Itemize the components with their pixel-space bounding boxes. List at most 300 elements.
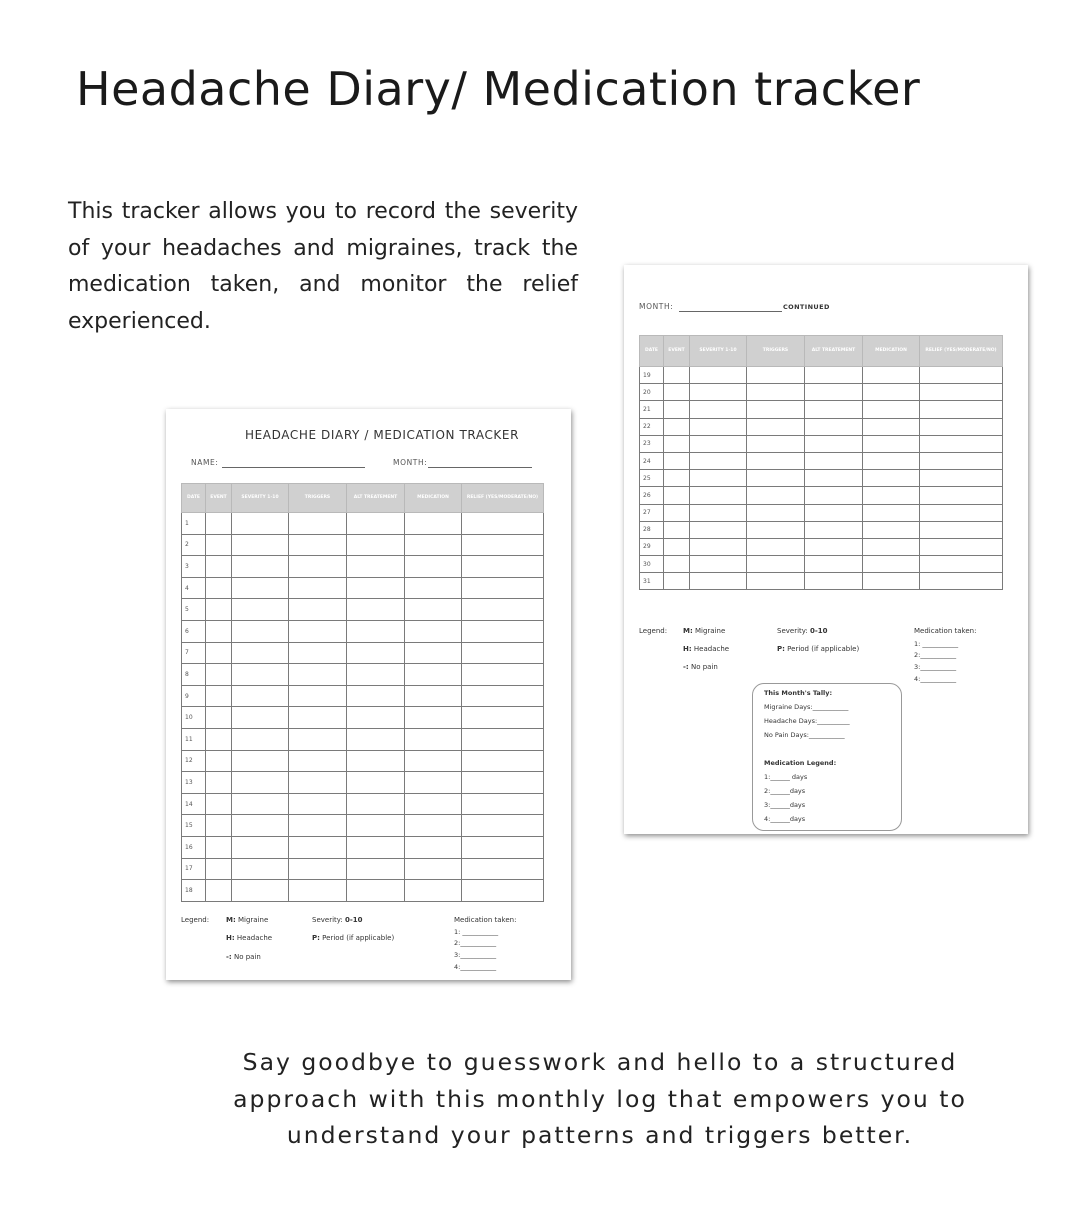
table-cell <box>690 384 747 401</box>
table-cell <box>206 599 232 621</box>
table-cell <box>405 836 462 858</box>
table-cell <box>405 620 462 642</box>
table-row <box>182 664 544 686</box>
monthly-tally-box <box>752 683 902 831</box>
column-header: SEVERITY 1-10 <box>232 484 289 513</box>
column-header: ALT TREATEMENT <box>347 484 405 513</box>
table-row <box>182 707 544 729</box>
table-cell <box>805 418 863 435</box>
table-row <box>182 599 544 621</box>
table-cell <box>805 470 863 487</box>
day-number: 14 <box>182 793 206 815</box>
medication-line-3: 3:___________ <box>454 951 497 959</box>
table-cell <box>405 707 462 729</box>
day-number: 12 <box>182 750 206 772</box>
column-header: MEDICATION <box>863 336 920 367</box>
table-cell <box>747 435 805 452</box>
table-cell <box>289 556 347 578</box>
table-cell <box>462 642 544 664</box>
table-cell <box>232 836 289 858</box>
table-cell <box>232 534 289 556</box>
table-cell <box>289 513 347 535</box>
legend-headache: H: Headache <box>226 934 273 942</box>
table-cell <box>805 452 863 469</box>
day-number: 3 <box>182 556 206 578</box>
column-header: MEDICATION <box>405 484 462 513</box>
table-cell <box>462 836 544 858</box>
table-cell <box>747 401 805 418</box>
table-cell <box>747 538 805 555</box>
table-cell <box>462 513 544 535</box>
table-row <box>640 452 1003 469</box>
table-cell <box>232 642 289 664</box>
table-row <box>182 577 544 599</box>
table-cell <box>690 556 747 573</box>
table-cell <box>863 521 920 538</box>
medication-taken-label: Medication taken: <box>454 916 517 924</box>
day-number: 24 <box>640 452 664 469</box>
table-cell <box>863 418 920 435</box>
table-cell <box>289 534 347 556</box>
table-row <box>182 880 544 902</box>
table-cell <box>462 599 544 621</box>
table-cell <box>462 534 544 556</box>
legend-severity: Severity: 0-10 <box>777 627 828 635</box>
legend-no-pain: -: No pain <box>683 663 718 671</box>
table-cell <box>462 815 544 837</box>
table-cell <box>920 401 1003 418</box>
table-cell <box>805 435 863 452</box>
sheet-heading: HEADACHE DIARY / MEDICATION TRACKER <box>245 428 520 442</box>
column-header: DATE <box>182 484 206 513</box>
table-cell <box>347 577 405 599</box>
day-number: 20 <box>640 384 664 401</box>
table-cell <box>206 858 232 880</box>
table-cell <box>747 521 805 538</box>
table-cell <box>920 384 1003 401</box>
day-number: 27 <box>640 504 664 521</box>
table-cell <box>690 418 747 435</box>
table-cell <box>206 534 232 556</box>
table-row <box>640 504 1003 521</box>
table-cell <box>232 880 289 902</box>
legend-migraine: M: Migraine <box>226 916 269 924</box>
day-number: 15 <box>182 815 206 837</box>
table-cell <box>347 793 405 815</box>
table-cell <box>863 487 920 504</box>
table-cell <box>232 793 289 815</box>
table-cell <box>206 772 232 794</box>
table-cell <box>863 470 920 487</box>
table-cell <box>805 401 863 418</box>
table-cell <box>920 504 1003 521</box>
table-cell <box>920 573 1003 590</box>
table-cell <box>347 620 405 642</box>
day-number: 9 <box>182 685 206 707</box>
table-row <box>640 556 1003 573</box>
table-cell <box>920 418 1003 435</box>
table-cell <box>805 521 863 538</box>
table-row <box>640 401 1003 418</box>
table-cell <box>462 772 544 794</box>
table-cell <box>289 642 347 664</box>
column-header: SEVERITY 1-10 <box>690 336 747 367</box>
table-cell <box>206 880 232 902</box>
legend-severity: Severity: 0-10 <box>312 916 363 924</box>
table-cell <box>206 577 232 599</box>
table-cell <box>920 538 1003 555</box>
legend-headache: H: Headache <box>683 645 730 653</box>
medication-line-4: 4:___________ <box>454 963 497 971</box>
table-row <box>182 620 544 642</box>
table-cell <box>462 728 544 750</box>
table-row <box>182 815 544 837</box>
table-cell <box>206 642 232 664</box>
table-cell <box>863 556 920 573</box>
table-cell <box>405 534 462 556</box>
table-row <box>640 470 1003 487</box>
table-cell <box>747 367 805 384</box>
table-cell <box>863 367 920 384</box>
table-cell <box>206 556 232 578</box>
table-cell <box>690 367 747 384</box>
table-cell <box>805 504 863 521</box>
medication-legend-title: Medication Legend: <box>764 759 837 767</box>
table-cell <box>664 487 690 504</box>
day-number: 21 <box>640 401 664 418</box>
table-cell <box>747 504 805 521</box>
table-cell <box>347 836 405 858</box>
table-cell <box>232 513 289 535</box>
table-cell <box>462 707 544 729</box>
table-cell <box>920 521 1003 538</box>
table-cell <box>462 750 544 772</box>
day-number: 10 <box>182 707 206 729</box>
table-cell <box>664 556 690 573</box>
table-cell <box>232 577 289 599</box>
continued-label: CONTINUED <box>783 303 830 311</box>
table-cell <box>920 452 1003 469</box>
table-cell <box>206 836 232 858</box>
table-cell <box>690 401 747 418</box>
day-number: 1 <box>182 513 206 535</box>
tally-no-pain-days: No Pain Days:___________ <box>764 731 845 739</box>
table-cell <box>462 556 544 578</box>
month-line <box>428 467 532 468</box>
table-cell <box>664 573 690 590</box>
day-number: 13 <box>182 772 206 794</box>
table-cell <box>289 750 347 772</box>
legend-period: P: Period (if applicable) <box>777 645 860 653</box>
legend-label: Legend: <box>181 916 210 924</box>
medication-line-2: 2:___________ <box>914 651 957 659</box>
medication-line-1: 1: ___________ <box>454 928 499 936</box>
table-cell <box>347 815 405 837</box>
table-cell <box>347 707 405 729</box>
table-cell <box>347 642 405 664</box>
table-row <box>182 685 544 707</box>
table-row <box>182 534 544 556</box>
day-number: 4 <box>182 577 206 599</box>
table-cell <box>690 452 747 469</box>
table-cell <box>289 772 347 794</box>
table-cell <box>805 573 863 590</box>
table-cell <box>232 707 289 729</box>
table-cell <box>232 664 289 686</box>
day-number: 29 <box>640 538 664 555</box>
medication-line-1: 1: ___________ <box>914 640 959 648</box>
table-cell <box>347 728 405 750</box>
day-number: 5 <box>182 599 206 621</box>
day-number: 30 <box>640 556 664 573</box>
table-cell <box>863 538 920 555</box>
table-cell <box>863 384 920 401</box>
column-header: ALT TREATEMENT <box>805 336 863 367</box>
table-cell <box>405 793 462 815</box>
day-number: 2 <box>182 534 206 556</box>
table-cell <box>690 521 747 538</box>
table-row <box>182 858 544 880</box>
table-cell <box>863 435 920 452</box>
table-cell <box>232 815 289 837</box>
table-cell <box>690 538 747 555</box>
day-number: 11 <box>182 728 206 750</box>
day-number: 17 <box>182 858 206 880</box>
table-cell <box>805 367 863 384</box>
table-cell <box>920 435 1003 452</box>
table-cell <box>664 367 690 384</box>
table-row <box>640 521 1003 538</box>
day-number: 7 <box>182 642 206 664</box>
table-cell <box>920 556 1003 573</box>
table-cell <box>206 728 232 750</box>
table-cell <box>206 793 232 815</box>
table-row <box>182 772 544 794</box>
table-cell <box>664 452 690 469</box>
table-cell <box>405 599 462 621</box>
table-cell <box>805 556 863 573</box>
table-cell <box>690 435 747 452</box>
medication-legend-line-3: 3:______days <box>764 801 806 809</box>
table-cell <box>289 620 347 642</box>
day-number: 16 <box>182 836 206 858</box>
table-cell <box>920 470 1003 487</box>
table-cell <box>405 577 462 599</box>
table-cell <box>405 858 462 880</box>
table-cell <box>289 858 347 880</box>
table-row <box>640 435 1003 452</box>
table-cell <box>462 620 544 642</box>
table-cell <box>664 504 690 521</box>
table-cell <box>664 435 690 452</box>
day-number: 31 <box>640 573 664 590</box>
table-cell <box>462 664 544 686</box>
table-cell <box>347 685 405 707</box>
table-cell <box>347 556 405 578</box>
table-cell <box>664 401 690 418</box>
medication-legend-line-2: 2:______days <box>764 787 806 795</box>
table-cell <box>206 513 232 535</box>
table-cell <box>805 384 863 401</box>
table-cell <box>206 620 232 642</box>
table-cell <box>232 556 289 578</box>
table-cell <box>289 815 347 837</box>
table-cell <box>747 573 805 590</box>
table-cell <box>747 470 805 487</box>
table-cell <box>289 707 347 729</box>
medication-legend-line-4: 4:______days <box>764 815 806 823</box>
column-header: EVENT <box>664 336 690 367</box>
table-cell <box>405 685 462 707</box>
table-row <box>640 367 1003 384</box>
table-cell <box>664 418 690 435</box>
table-cell <box>405 815 462 837</box>
table-cell <box>232 750 289 772</box>
month-line <box>679 311 782 312</box>
table-cell <box>690 470 747 487</box>
table-cell <box>206 750 232 772</box>
table-cell <box>747 452 805 469</box>
table-cell <box>232 772 289 794</box>
table-cell <box>347 880 405 902</box>
table-cell <box>405 664 462 686</box>
table-cell <box>347 599 405 621</box>
month-label: MONTH: <box>393 458 428 467</box>
table-cell <box>664 538 690 555</box>
sheet-preview-page-1 <box>166 409 571 980</box>
day-number: 25 <box>640 470 664 487</box>
table-cell <box>289 577 347 599</box>
table-cell <box>289 728 347 750</box>
table-cell <box>747 487 805 504</box>
table-row <box>640 418 1003 435</box>
table-cell <box>405 880 462 902</box>
diary-table <box>181 483 544 902</box>
tally-title: This Month's Tally: <box>764 689 833 697</box>
table-cell <box>232 620 289 642</box>
table-row <box>182 836 544 858</box>
table-row <box>182 513 544 535</box>
table-cell <box>920 487 1003 504</box>
table-row <box>640 573 1003 590</box>
table-cell <box>206 685 232 707</box>
table-cell <box>863 401 920 418</box>
legend-label: Legend: <box>639 627 668 635</box>
day-number: 18 <box>182 880 206 902</box>
table-cell <box>863 504 920 521</box>
table-row <box>640 384 1003 401</box>
table-cell <box>232 728 289 750</box>
table-cell <box>405 750 462 772</box>
table-cell <box>347 664 405 686</box>
column-header: TRIGGERS <box>289 484 347 513</box>
day-number: 8 <box>182 664 206 686</box>
table-cell <box>347 772 405 794</box>
medication-taken-label: Medication taken: <box>914 627 977 635</box>
table-cell <box>347 750 405 772</box>
table-cell <box>347 534 405 556</box>
table-row <box>182 750 544 772</box>
table-cell <box>232 685 289 707</box>
table-cell <box>462 685 544 707</box>
table-cell <box>206 664 232 686</box>
table-cell <box>289 685 347 707</box>
day-number: 19 <box>640 367 664 384</box>
diary-table <box>639 335 1003 590</box>
medication-line-4: 4:___________ <box>914 675 957 683</box>
table-cell <box>462 880 544 902</box>
table-row <box>182 728 544 750</box>
table-cell <box>289 664 347 686</box>
table-cell <box>805 487 863 504</box>
column-header: EVENT <box>206 484 232 513</box>
day-number: 26 <box>640 487 664 504</box>
table-cell <box>206 815 232 837</box>
table-cell <box>289 836 347 858</box>
table-row <box>640 487 1003 504</box>
table-cell <box>405 772 462 794</box>
intro-paragraph: This tracker allows you to record the severity of your headaches and migraines, track the medication taken, and monitor the relief experienced. <box>68 199 578 334</box>
tally-migraine-days: Migraine Days:___________ <box>764 703 849 711</box>
table-cell <box>347 513 405 535</box>
table-cell <box>690 487 747 504</box>
month-label: MONTH: <box>639 302 674 311</box>
column-header: TRIGGERS <box>747 336 805 367</box>
day-number: 23 <box>640 435 664 452</box>
day-number: 6 <box>182 620 206 642</box>
table-cell <box>347 858 405 880</box>
table-cell <box>690 573 747 590</box>
table-row <box>182 556 544 578</box>
table-cell <box>863 452 920 469</box>
table-cell <box>462 577 544 599</box>
table-cell <box>664 521 690 538</box>
table-cell <box>805 538 863 555</box>
table-cell <box>690 504 747 521</box>
table-cell <box>462 793 544 815</box>
table-cell <box>289 793 347 815</box>
table-cell <box>920 367 1003 384</box>
table-cell <box>405 556 462 578</box>
table-cell <box>405 642 462 664</box>
medication-legend-line-1: 1:______ days <box>764 773 808 781</box>
day-number: 28 <box>640 521 664 538</box>
day-number: 22 <box>640 418 664 435</box>
table-row <box>182 793 544 815</box>
column-header: DATE <box>640 336 664 367</box>
table-cell <box>462 858 544 880</box>
table-cell <box>863 573 920 590</box>
table-cell <box>664 470 690 487</box>
name-line <box>222 467 365 468</box>
table-row <box>640 538 1003 555</box>
outro-paragraph: Say goodbye to guesswork and hello to a structured approach with this monthly log that empowers you to understand your patterns and triggers better. <box>233 1048 967 1149</box>
table-cell <box>747 418 805 435</box>
table-cell <box>232 599 289 621</box>
table-cell <box>206 707 232 729</box>
table-cell <box>747 384 805 401</box>
table-row <box>182 642 544 664</box>
column-header: RELIEF (YES/MODERATE/NO) <box>462 484 544 513</box>
sheet-preview-page-2 <box>624 265 1028 834</box>
table-cell <box>289 599 347 621</box>
legend-no-pain: -: No pain <box>226 953 261 961</box>
table-cell <box>405 728 462 750</box>
legend-period: P: Period (if applicable) <box>312 934 395 942</box>
column-header: RELIEF (YES/MODERATE/NO) <box>920 336 1003 367</box>
table-cell <box>289 880 347 902</box>
medication-line-3: 3:___________ <box>914 663 957 671</box>
